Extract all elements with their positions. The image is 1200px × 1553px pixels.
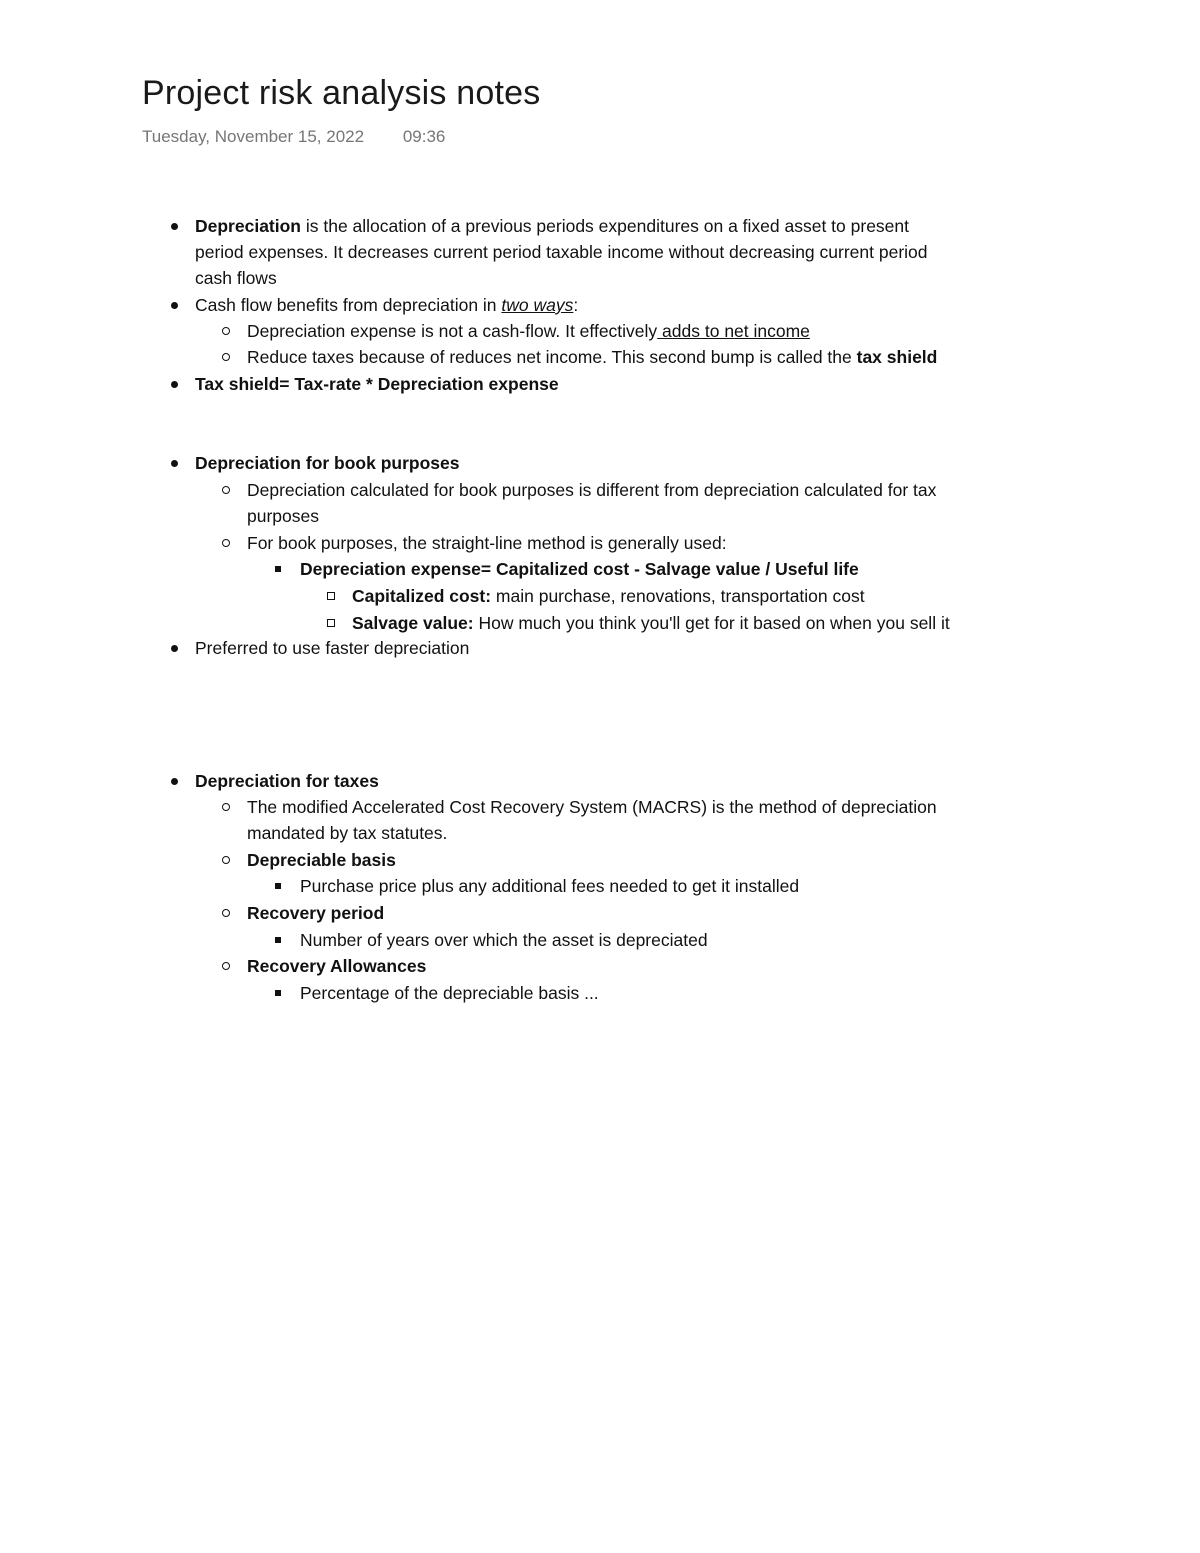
bullet-dot-icon (171, 778, 178, 785)
bullet-square-icon (275, 937, 281, 943)
list-item-continuation: cash flows (195, 268, 277, 288)
list-item: Depreciation expense is not a cash-flow. It effectively adds to net income (247, 321, 810, 341)
list-item: For book purposes, the straight-line method is generally used: (247, 533, 727, 553)
bullet-circle-icon (222, 909, 230, 917)
bullet-circle-icon (222, 539, 230, 547)
list-item: Cash flow benefits from depreciation in two ways: (195, 295, 579, 315)
page-title: Project risk analysis notes (142, 74, 541, 112)
bullet-square-icon (275, 883, 281, 889)
list-item: Purchase price plus any additional fees needed to get it installed (300, 876, 800, 896)
bullet-circle-icon (222, 962, 230, 970)
bullet-dot-icon (171, 223, 178, 230)
list-item: Number of years over which the asset is depreciated (300, 930, 708, 950)
list-item-continuation: period expenses. It decreases current period taxable income without decreasing current period (195, 242, 928, 262)
bullet-circle-icon (222, 803, 230, 811)
bullet-dot-icon (171, 302, 178, 309)
list-item: The modified Accelerated Cost Recovery System (MACRS) is the method of depreciation (247, 797, 937, 817)
list-item: Percentage of the depreciable basis ... (300, 983, 599, 1003)
bullet-circle-icon (222, 486, 230, 494)
list-item: Depreciable basis (247, 850, 396, 870)
list-item: Preferred to use faster depreciation (195, 638, 470, 658)
list-item-continuation: mandated by tax statutes. (247, 823, 448, 843)
bullet-circle-icon (222, 856, 230, 864)
list-item: Reduce taxes because of reduces net income. This second bump is called the tax shield (247, 347, 938, 367)
list-item: Recovery Allowances (247, 956, 427, 976)
list-item: Recovery period (247, 903, 385, 923)
list-item: Depreciation expense= Capitalized cost - Salvage value / Useful life (300, 559, 859, 579)
list-item: Salvage value: How much you think you'll get for it based on when you sell it (352, 613, 950, 633)
bullet-hollow-square-icon (327, 592, 335, 600)
note-time: 09:36 (402, 127, 446, 146)
list-item-continuation: purposes (247, 506, 319, 526)
bullet-square-icon (275, 990, 281, 996)
bullet-square-icon (275, 566, 281, 572)
bullet-dot-icon (171, 460, 178, 467)
list-item: Tax shield= Tax-rate * Depreciation expense (195, 374, 559, 394)
bullet-hollow-square-icon (327, 619, 335, 627)
note-timestamp (142, 127, 445, 147)
bullet-circle-icon (222, 327, 230, 335)
list-item: Capitalized cost: main purchase, renovations, transportation cost (352, 586, 865, 606)
list-item: Depreciation for taxes (195, 771, 379, 791)
list-item: Depreciation for book purposes (195, 453, 460, 473)
bullet-dot-icon (171, 645, 178, 652)
list-item: Depreciation calculated for book purposes is different from depreciation calculated for tax (247, 480, 937, 500)
note-date: Tuesday, November 15, 2022 (142, 127, 365, 146)
bullet-circle-icon (222, 353, 230, 361)
bullet-dot-icon (171, 381, 178, 388)
list-item: Depreciation is the allocation of a previous periods expenditures on a fixed asset to present (195, 216, 910, 236)
